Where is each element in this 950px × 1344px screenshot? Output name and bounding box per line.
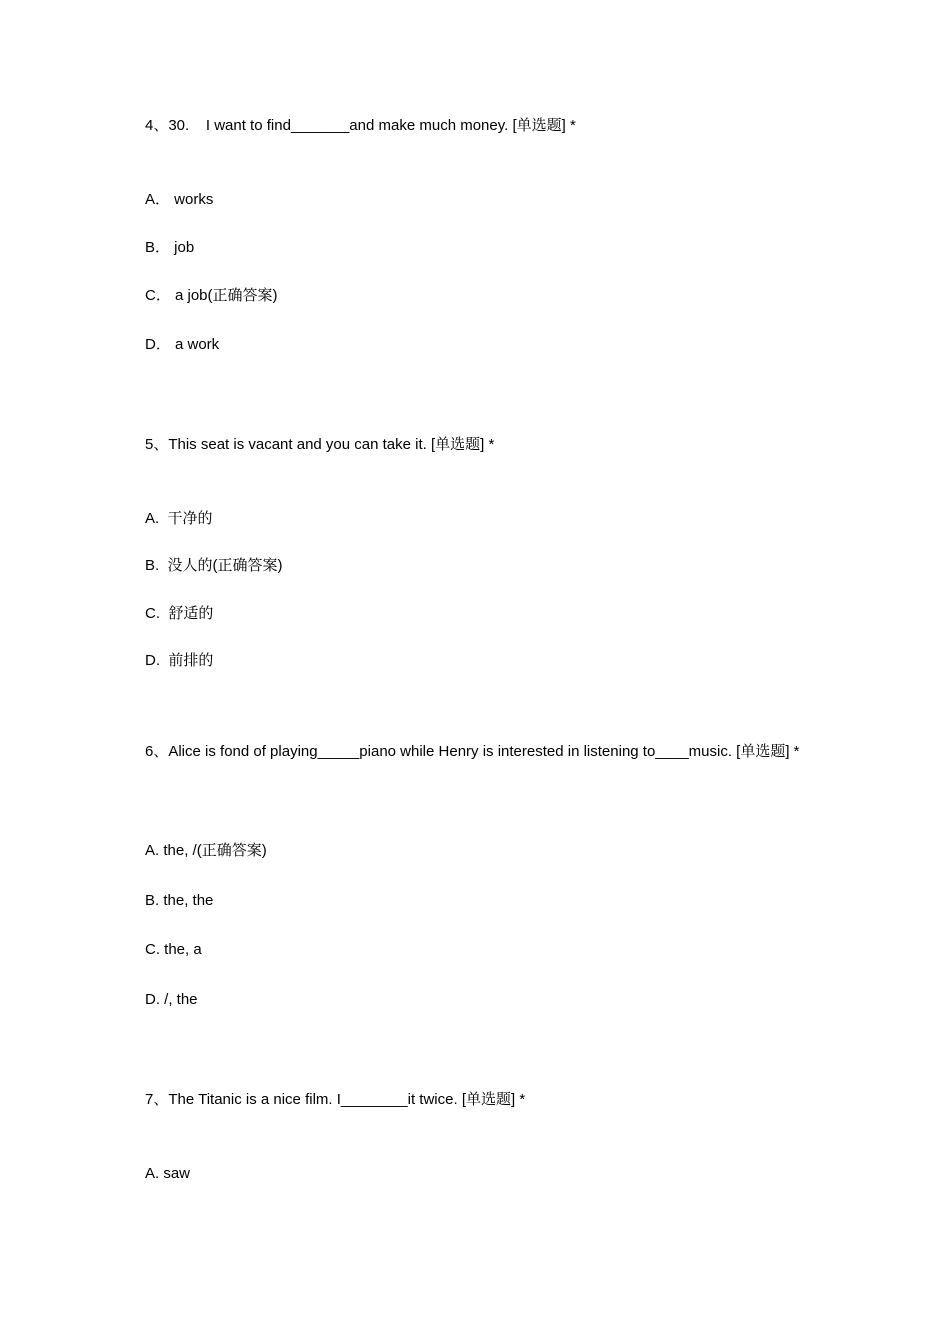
question-6-option-b: B. the, the <box>145 892 214 909</box>
question-5-prompt: 5、This seat is vacant and you can take it. [单选题] * <box>145 436 495 453</box>
question-5-option-b: B. 没人的(正确答案) <box>145 557 283 574</box>
question-4-prompt: 4、30. I want to find_______and make much money. [单选题] * <box>145 117 576 134</box>
question-7-prompt: 7、The Titanic is a nice film. I________it twice. [单选题] * <box>145 1091 526 1108</box>
question-6-option-d: D. /, the <box>145 991 198 1008</box>
question-6-option-a: A. the, /(正确答案) <box>145 842 267 859</box>
question-5-option-a: A. 干净的 <box>145 510 213 527</box>
question-7-option-a: A. saw <box>145 1165 191 1182</box>
question-5-option-d: D. 前排的 <box>145 652 214 669</box>
question-4-option-b: B． job <box>145 239 195 256</box>
question-6-prompt: 6、Alice is fond of playing_____piano while Henry is interested in listening to____music. [单选题] * <box>145 743 800 760</box>
question-4-option-c: C． a job(正确答案) <box>145 287 278 304</box>
question-5-option-c: C. 舒适的 <box>145 605 214 622</box>
question-4-option-d: D． a work <box>145 336 220 353</box>
question-4-option-a: A． works <box>145 191 214 208</box>
question-6-option-c: C. the, a <box>145 941 202 958</box>
